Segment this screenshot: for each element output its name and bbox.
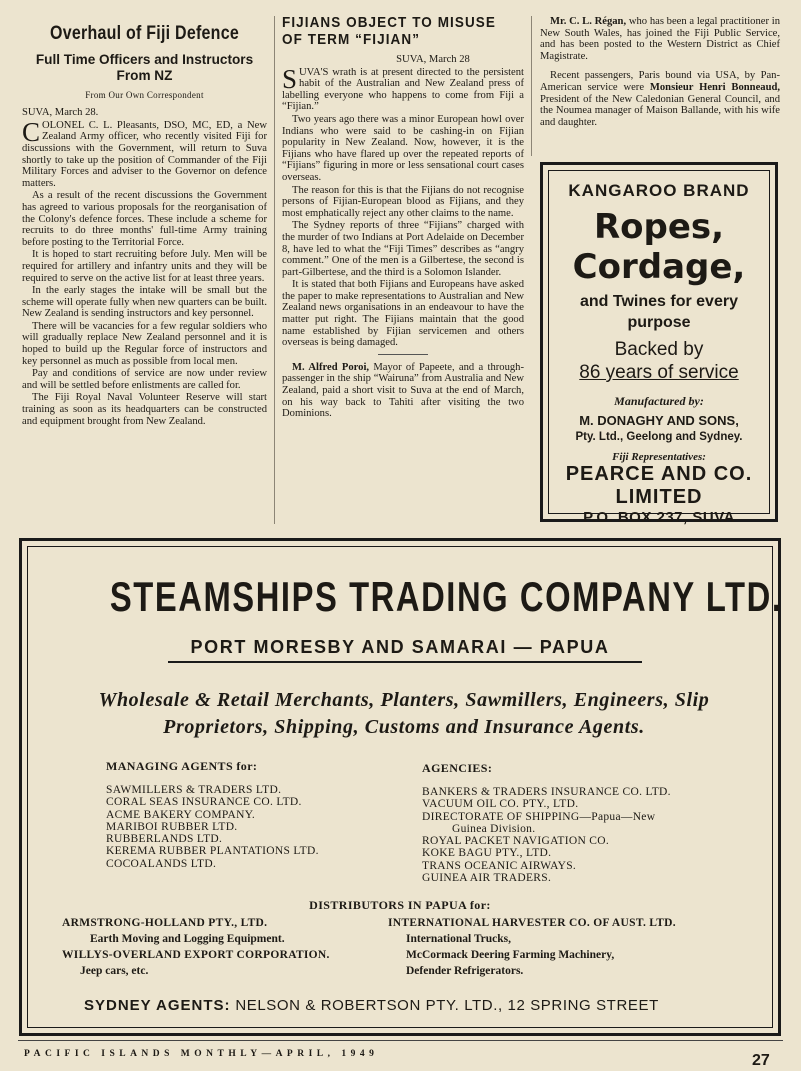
distributors-left: [62, 915, 402, 979]
list-item: INTERNATIONAL HARVESTER CO. OF AUST. LTD.: [388, 917, 676, 929]
managing-heading: MANAGING AGENTS for:: [106, 759, 258, 773]
paragraph: The Sydney reports of three “Fijians” charged with the murder of two Indians at Port Adelaide on December 8, have led to what the “Fiji Times” describes as “angry comment.” One of the men is a Gilbertese, the second is part-Gilbertese, and the third is a Solomon Islander.: [282, 220, 524, 278]
list-item: RUBBERLANDS LTD.: [106, 833, 223, 846]
paragraph: It is stated that both Fijians and Europeans have asked the paper to make representations to Australian and New Zealand news organisations in an endeavour to have the matter put right. The Fijians maintain that the good name established by Fijian servicemen and others overseas is being damaged.: [282, 279, 524, 349]
list-item: International Trucks,: [406, 933, 512, 945]
list-item: ROYAL PACKET NAVIGATION CO.: [422, 835, 610, 848]
ad-rep-limited: LIMITED: [615, 486, 703, 508]
underline: [168, 661, 642, 663]
agencies-heading: AGENCIES:: [422, 761, 493, 775]
ad-years: 86 years of service: [579, 362, 739, 383]
page-number: 27: [752, 1052, 770, 1069]
ad-company-title: STEAMSHIPS TRADING COMPANY LTD.: [109, 573, 783, 620]
list-item: MARIBOI RUBBER LTD.: [106, 820, 238, 833]
distributors-right: [388, 915, 748, 979]
article-defence: [22, 16, 267, 428]
drop-cap: S: [282, 63, 298, 94]
person-name: Mr. C. L. Régan,: [550, 16, 627, 27]
person-name: M. Alfred Poroi,: [292, 361, 370, 373]
sydney-value: NELSON & ROBERTSON PTY. LTD., 12 SPRING STREET: [235, 997, 659, 1014]
ad-rep-address: P.O. BOX 237, SUVA: [583, 509, 735, 526]
list-item: Jeep cars, etc.: [80, 965, 149, 977]
ad-manufactured-label: Manufactured by:: [614, 394, 704, 408]
ad-headline-ropes: Ropes,: [593, 207, 725, 247]
paragraph: As a result of the recent discussions the Government has agreed to various proposals for the reorganisation of the Colony's defence forces. These include a scheme for recruits to do three months' full-time Army training before posting to the Territorial Force.: [22, 190, 267, 248]
ad-twines: and Twines for every purpose: [580, 293, 738, 331]
list-item: KEREMA RUBBER PLANTATIONS LTD.: [106, 845, 319, 858]
paragraph: M. Alfred Poroi, Mayor of Papeete, and a through-passenger in the ship “Wairuna” from Australia and New Zealand, paid a short visit to Suva at the end of March, on his way back to Tahiti after visiting the two Dominions.: [282, 361, 524, 420]
paragraph: Two years ago there was a minor European howl over Indians who were said to be cashing-in on Fijian popularity in New Zealand. Now, however, it is the Fijians who have flared up over the repeated reports of “Fijians” figuring in more or less sensational court cases overseas.: [282, 113, 524, 183]
list-item: WILLYS-OVERLAND EXPORT CORPORATION.: [62, 949, 330, 961]
agencies-list: [422, 786, 762, 884]
ad-headline-cordage: Cordage,: [572, 247, 746, 287]
ad-brand: KANGAROO BRAND: [568, 181, 750, 200]
list-item: GUINEA AIR TRADERS.: [422, 872, 552, 885]
list-item: ACME BAKERY COMPANY.: [106, 808, 256, 821]
correspondent-line: From Our Own Correspondent: [85, 89, 204, 100]
paragraph: There will be vacancies for a few regular soldiers who will gradually replace New Zealand personnel and it is hoped to build up the Regular force of instructors and key personnel as much as possible from local men.: [22, 320, 267, 367]
ad-location: PORT MORESBY AND SAMARAI — PAPUA: [190, 637, 610, 657]
paragraph: Pay and conditions of service are now under review and will be settled before enlistments are called for.: [22, 368, 267, 391]
dateline: SUVA, March 28.: [22, 107, 99, 119]
ad-maker: M. DONAGHY AND SONS,: [579, 413, 739, 428]
list-item: ARMSTRONG-HOLLAND PTY., LTD.: [62, 917, 268, 929]
list-item: SAWMILLERS & TRADERS LTD.: [106, 784, 282, 796]
ad-maker-location: Pty. Ltd., Geelong and Sydney.: [575, 431, 743, 443]
paragraph: The reason for this is that the Fijians do not recognise persons of Fijian-European blood as Fijians, and they most emphatically reject any other claims to the name.: [282, 184, 524, 219]
list-item: DIRECTORATE OF SHIPPING—Papua—New: [422, 810, 656, 823]
person-name: Monsieur Henri Bonneaud,: [649, 81, 780, 93]
list-item: BANKERS & TRADERS INSURANCE CO. LTD.: [422, 786, 671, 798]
separator: [378, 354, 428, 355]
list-item: KOKE BAGU PTY., LTD.: [422, 847, 552, 860]
footer-rule: [18, 1040, 783, 1041]
article-fijians: [282, 16, 524, 421]
managing-agents: [106, 759, 406, 870]
column-divider: [531, 16, 532, 156]
article-title: Overhaul of Fiji Defence: [50, 22, 239, 44]
ad-backed-by: Backed by: [614, 339, 704, 360]
sydney-agents: [84, 997, 659, 1014]
dateline: SUVA, March 28: [396, 54, 470, 65]
footer-publication: PACIFIC ISLANDS MONTHLY—APRIL, 1949: [24, 1049, 379, 1059]
list-item: VACUUM OIL CO. PTY., LTD.: [422, 798, 579, 811]
drop-cap: C: [22, 116, 41, 147]
steamships-trading-ad: [19, 538, 781, 1036]
column-divider: [274, 16, 275, 524]
ad-reps-label: Fiji Representatives:: [612, 451, 706, 463]
list-item: CORAL SEAS INSURANCE CO. LTD.: [106, 796, 302, 809]
list-item: Guinea Division.: [452, 822, 536, 835]
kangaroo-brand-ad: [540, 162, 778, 526]
paragraph: COLONEL C. L. Pleasants, DSO, MC, ED, a New Zealand Army officer, who recently visited Fiji for discussions with the Government, will return to Suva shortly to take up the position of Commander of the Fiji Military Forces and adviser to the Governor on defence matters.: [22, 116, 267, 189]
sydney-label: SYDNEY AGENTS:: [84, 997, 231, 1014]
list-item: Defender Refrigerators.: [406, 965, 524, 977]
list-item: COCOALANDS LTD.: [106, 857, 217, 870]
distributors-heading: DISTRIBUTORS IN PAPUA for:: [309, 898, 491, 912]
list-item: TRANS OCEANIC AIRWAYS.: [422, 859, 577, 872]
agencies: [422, 761, 762, 884]
list-item: Earth Moving and Logging Equipment.: [90, 933, 285, 945]
list-item: McCormack Deering Farming Machinery,: [406, 949, 615, 961]
paragraph: The Fiji Royal Naval Volunteer Reserve will start training as soon as its headquarters can be constructed and equipment brought from New Zealand.: [22, 392, 267, 427]
news-briefs: [540, 16, 780, 129]
ad-tagline: Wholesale & Retail Merchants, Planters, Sawmillers, Engineers, Slip Proprietors, Shipping, Customs and Insurance Agents.: [98, 689, 710, 738]
paragraph: It is hoped to start recruiting before July. Men will be required for artillery and infantry units and they will be required to serve on the active list for at least three years.: [22, 249, 267, 284]
ad-rep-name: PEARCE AND CO.: [565, 463, 753, 485]
paragraph: Mr. C. L. Régan, who has been a legal practitioner in New South Wales, has joined the Fiji Public Service, and has been posted to the Western District as Chief Magistrate.: [540, 16, 780, 62]
managing-list: [106, 784, 406, 870]
paragraph: SUVA'S wrath is at present directed to the persistent habit of the Australian and New Zealand press of labelling everyone who happens to come from Fiji a “Fijian.”: [282, 63, 524, 113]
paragraph: In the early stages the intake will be small but the scheme will operate fully when new quarters can be built. New Zealand is sending instructors and key personnel.: [22, 285, 267, 320]
paragraph: Recent passengers, Paris bound via USA, by Pan-American service were Monsieur Henri Bonneaud, President of the New Caledonian General Council, and the Noumea manager of Maison Ballande, with his wife and daughter.: [540, 70, 780, 128]
article-title: FIJIANS OBJECT TO MISUSE OF TERM “FIJIAN”: [282, 14, 496, 48]
article-subtitle: Full Time Officers and Instructors From NZ: [35, 51, 254, 83]
